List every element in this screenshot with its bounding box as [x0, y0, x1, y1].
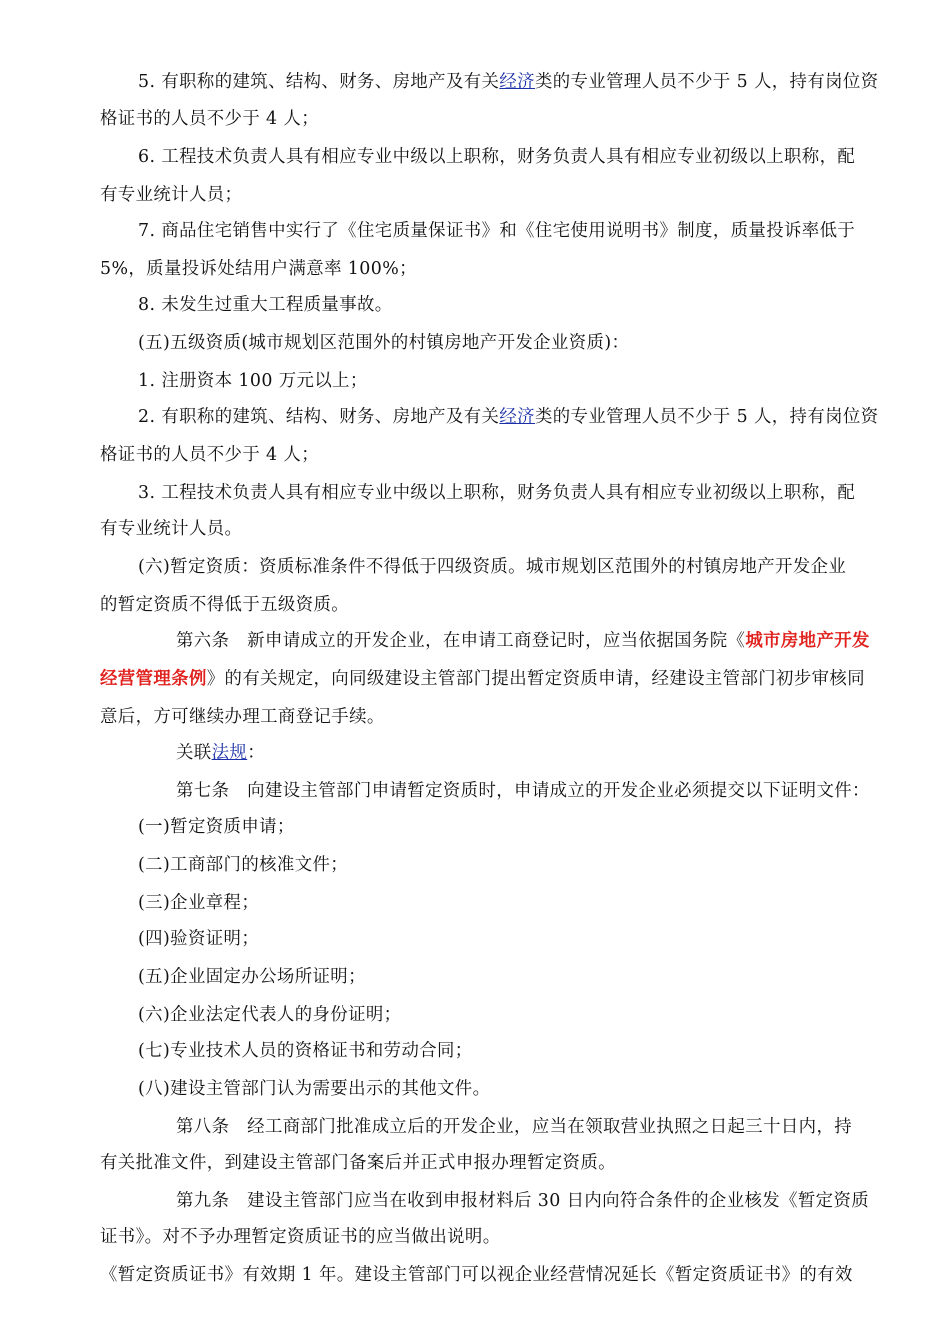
text-segment: 类的专业管理人员不少于 5 人，持有岗位资 [534, 72, 879, 92]
text-line [0, 369, 950, 393]
text-line [0, 443, 950, 467]
text-line [0, 891, 950, 915]
text-line [0, 1115, 950, 1139]
text-line [0, 555, 950, 579]
inline-link[interactable]: 经济 [499, 407, 535, 427]
text-segment: 有专业统计人员； [100, 185, 243, 205]
text-segment: 2. 有职称的建筑、结构、财务、房地产及有关 [138, 407, 500, 427]
text-segment: (五)五级资质(城市规划区范围外的村镇房地产开发企业资质)： [138, 333, 630, 353]
text-segment: 意后，方可继续办理工商登记手续。 [100, 707, 385, 727]
text-line [0, 1263, 950, 1287]
text-segment: (六)暂定资质：资质标准条件不得低于四级资质。城市规划区范围外的村镇房地产开发企业 [138, 557, 847, 577]
text-segment: ： [247, 743, 265, 763]
text-segment: 》的有关规定，向同级建设主管部门提出暂定资质申请，经建设主管部门初步审核同 [206, 669, 866, 689]
text-line [0, 405, 950, 429]
text-line [0, 257, 950, 281]
text-segment: 证书》。对不予办理暂定资质证书的应当做出说明。 [100, 1227, 501, 1247]
text-segment: 5. 有职称的建筑、结构、财务、房地产及有关 [138, 72, 500, 92]
text-line [0, 705, 950, 729]
text-line [0, 593, 950, 617]
text-line [0, 629, 950, 653]
text-segment: 有关批准文件，到建设主管部门备案后并正式申报办理暂定资质。 [100, 1153, 616, 1173]
text-segment: (四)验资证明； [138, 929, 260, 949]
text-segment: 第八条 经工商部门批准成立后的开发企业，应当在领取营业执照之日起三十日内，持 [176, 1117, 853, 1137]
text-line [0, 219, 950, 243]
text-line [0, 927, 950, 951]
text-line [0, 70, 950, 94]
text-segment: 7. 商品住宅销售中实行了《住宅质量保证书》和《住宅使用说明书》制度，质量投诉率低于 [138, 221, 856, 241]
text-segment: 3. 工程技术负责人具有相应专业中级以上职称，财务负责人具有相应专业初级以上职称，配 [138, 483, 856, 503]
text-line [0, 145, 950, 169]
text-segment: (八)建设主管部门认为需要出示的其他文件。 [138, 1079, 491, 1099]
text-line [0, 331, 950, 355]
text-line [0, 293, 950, 317]
text-segment: 类的专业管理人员不少于 5 人，持有岗位资 [534, 407, 879, 427]
inline-link[interactable]: 法规 [211, 743, 248, 763]
text-segment: 《暂定资质证书》有效期 1 年。建设主管部门可以视企业经营情况延长《暂定资质证书》的有效 [100, 1265, 853, 1285]
text-line [0, 1225, 950, 1249]
text-segment: 关联 [176, 743, 212, 763]
text-segment: (三)企业章程； [138, 893, 260, 913]
text-line [0, 1189, 950, 1213]
text-line [0, 853, 950, 877]
text-line [0, 183, 950, 207]
text-line [0, 815, 950, 839]
text-segment: 有专业统计人员。 [100, 519, 243, 539]
text-segment: 的暂定资质不得低于五级资质。 [100, 595, 350, 615]
text-segment: (六)企业法定代表人的身份证明； [138, 1005, 402, 1025]
text-segment: 第六条 新申请成立的开发企业，在申请工商登记时，应当依据国务院《 [176, 631, 746, 651]
text-line [0, 107, 950, 131]
text-segment: 8. 未发生过重大工程质量事故。 [138, 295, 393, 315]
text-segment: (五)企业固定办公场所证明； [138, 967, 366, 987]
text-segment: 1. 注册资本 100 万元以上； [138, 371, 368, 391]
highlighted-regulation-title: 城市房地产开发 [745, 631, 870, 651]
text-line [0, 517, 950, 541]
text-line [0, 667, 950, 691]
text-line [0, 1151, 950, 1175]
highlighted-regulation-title: 经营管理条例 [100, 669, 207, 689]
text-segment: 5%，质量投诉处结用户满意率 100%； [100, 259, 417, 279]
text-line [0, 1039, 950, 1063]
text-segment: (一)暂定资质申请； [138, 817, 295, 837]
text-segment: (二)工商部门的核准文件； [138, 855, 349, 875]
text-line [0, 1077, 950, 1101]
text-line [0, 1003, 950, 1027]
text-line [0, 481, 950, 505]
text-line [0, 965, 950, 989]
text-segment: 格证书的人员不少于 4 人； [100, 109, 320, 129]
text-segment: 6. 工程技术负责人具有相应专业中级以上职称，财务负责人具有相应专业初级以上职称，配 [138, 147, 856, 167]
text-line [0, 779, 950, 803]
text-segment: 第九条 建设主管部门应当在收到申报材料后 30 日内向符合条件的企业核发《暂定资质 [176, 1191, 870, 1211]
text-segment: 格证书的人员不少于 4 人； [100, 445, 320, 465]
text-segment: (七)专业技术人员的资格证书和劳动合同； [138, 1041, 473, 1061]
text-line [0, 741, 950, 765]
text-segment: 第七条 向建设主管部门申请暂定资质时，申请成立的开发企业必须提交以下证明文件： [176, 781, 870, 801]
inline-link[interactable]: 经济 [499, 72, 535, 92]
